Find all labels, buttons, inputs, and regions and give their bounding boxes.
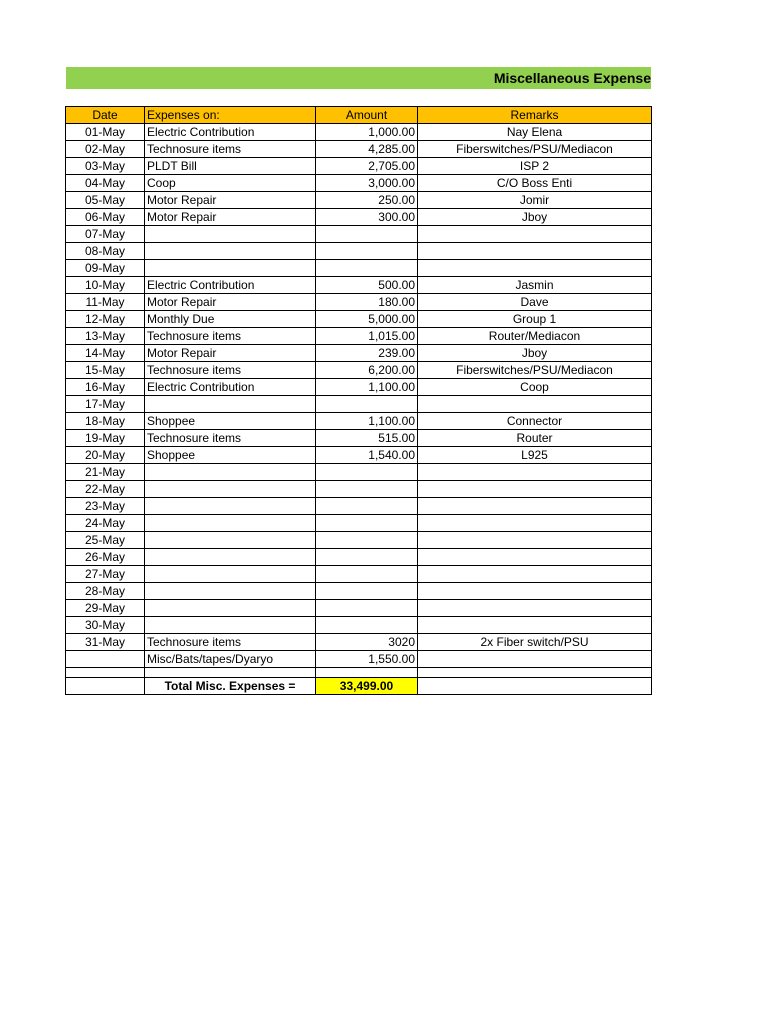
spacer-cell[interactable] <box>145 668 316 678</box>
cell-expense[interactable] <box>145 464 316 481</box>
cell-amount[interactable] <box>316 226 418 243</box>
cell-amount[interactable]: 1,100.00 <box>316 413 418 430</box>
cell-date[interactable]: 29-May <box>66 600 145 617</box>
cell-amount[interactable]: 515.00 <box>316 430 418 447</box>
cell-date[interactable]: 21-May <box>66 464 145 481</box>
cell-amount[interactable] <box>316 515 418 532</box>
cell-amount[interactable]: 1,550.00 <box>316 651 418 668</box>
cell-date[interactable]: 09-May <box>66 260 145 277</box>
cell-expense[interactable]: Shoppee <box>145 447 316 464</box>
cell-remarks[interactable] <box>418 243 652 260</box>
table-row <box>66 396 652 413</box>
header-expenses[interactable]: Expenses on: <box>145 107 316 124</box>
cell-remarks[interactable]: C/O Boss Enti <box>418 175 652 192</box>
cell-date[interactable]: 27-May <box>66 566 145 583</box>
cell-date[interactable]: 01-May <box>66 124 145 141</box>
cell-date[interactable]: 17-May <box>66 396 145 413</box>
cell-remarks[interactable]: Coop <box>418 379 652 396</box>
cell-date[interactable]: 03-May <box>66 158 145 175</box>
cell-remarks[interactable] <box>418 498 652 515</box>
table-row <box>66 226 652 243</box>
cell-remarks[interactable] <box>418 600 652 617</box>
cell-date[interactable]: 23-May <box>66 498 145 515</box>
cell-amount[interactable]: 180.00 <box>316 294 418 311</box>
cell-remarks[interactable]: Jboy <box>418 209 652 226</box>
cell-date[interactable]: 05-May <box>66 192 145 209</box>
cell-expense[interactable]: Technosure items <box>145 430 316 447</box>
table-row <box>66 243 652 260</box>
cell-date[interactable]: 15-May <box>66 362 145 379</box>
cell-amount[interactable]: 250.00 <box>316 192 418 209</box>
cell-remarks[interactable] <box>418 226 652 243</box>
cell-date[interactable]: 16-May <box>66 379 145 396</box>
cell-amount[interactable] <box>316 549 418 566</box>
table-row <box>66 124 652 141</box>
cell-date[interactable]: 31-May <box>66 634 145 651</box>
cell-remarks[interactable] <box>418 481 652 498</box>
cell-expense[interactable] <box>145 515 316 532</box>
spacer-cell[interactable] <box>66 668 145 678</box>
cell-remarks[interactable] <box>418 549 652 566</box>
expense-table <box>65 106 652 695</box>
cell-date[interactable] <box>66 651 145 668</box>
cell-expense[interactable] <box>145 481 316 498</box>
spacer-cell[interactable] <box>316 668 418 678</box>
cell-expense[interactable] <box>145 566 316 583</box>
cell-amount[interactable]: 239.00 <box>316 345 418 362</box>
cell-remarks[interactable]: Group 1 <box>418 311 652 328</box>
cell-expense[interactable]: Technosure items <box>145 634 316 651</box>
cell-expense[interactable]: Electric Contribution <box>145 379 316 396</box>
table-row <box>66 617 652 634</box>
cell-expense[interactable]: Motor Repair <box>145 209 316 226</box>
table-row <box>66 277 652 294</box>
cell-remarks[interactable]: Nay Elena <box>418 124 652 141</box>
cell-date[interactable]: 18-May <box>66 413 145 430</box>
cell-remarks[interactable] <box>418 396 652 413</box>
cell-remarks[interactable]: Jasmin <box>418 277 652 294</box>
cell-expense[interactable]: Shoppee <box>145 413 316 430</box>
cell-amount[interactable] <box>316 464 418 481</box>
cell-amount[interactable] <box>316 566 418 583</box>
cell-date[interactable]: 25-May <box>66 532 145 549</box>
table-row <box>66 498 652 515</box>
expense-table-body <box>66 107 652 695</box>
table-row <box>66 651 652 668</box>
cell-amount[interactable]: 3,000.00 <box>316 175 418 192</box>
cell-expense[interactable]: Motor Repair <box>145 192 316 209</box>
table-row <box>66 532 652 549</box>
cell-amount[interactable] <box>316 498 418 515</box>
cell-amount[interactable] <box>316 600 418 617</box>
cell-amount[interactable] <box>316 617 418 634</box>
cell-date[interactable]: 28-May <box>66 583 145 600</box>
cell-expense[interactable]: PLDT Bill <box>145 158 316 175</box>
table-row <box>66 362 652 379</box>
table-row <box>66 158 652 175</box>
cell-amount[interactable]: 6,200.00 <box>316 362 418 379</box>
cell-date[interactable]: 26-May <box>66 549 145 566</box>
cell-remarks[interactable]: Jomir <box>418 192 652 209</box>
cell-amount[interactable]: 1,015.00 <box>316 328 418 345</box>
total-label[interactable]: Total Misc. Expenses = <box>145 678 316 695</box>
total-empty-cell[interactable] <box>66 678 145 695</box>
table-row <box>66 464 652 481</box>
cell-amount[interactable]: 1,540.00 <box>316 447 418 464</box>
header-date[interactable]: Date <box>66 107 145 124</box>
cell-amount[interactable]: 1,100.00 <box>316 379 418 396</box>
cell-date[interactable]: 24-May <box>66 515 145 532</box>
cell-date[interactable]: 02-May <box>66 141 145 158</box>
title-bar <box>66 67 651 89</box>
cell-remarks[interactable]: Jboy <box>418 345 652 362</box>
cell-amount[interactable]: 3020 <box>316 634 418 651</box>
cell-date[interactable]: 22-May <box>66 481 145 498</box>
table-row <box>66 345 652 362</box>
cell-date[interactable]: 11-May <box>66 294 145 311</box>
total-remarks-cell[interactable] <box>418 678 652 695</box>
cell-expense[interactable]: Technosure items <box>145 328 316 345</box>
table-row <box>66 549 652 566</box>
cell-amount[interactable] <box>316 260 418 277</box>
cell-date[interactable]: 13-May <box>66 328 145 345</box>
spacer-row <box>66 668 652 678</box>
cell-expense[interactable] <box>145 617 316 634</box>
cell-remarks[interactable] <box>418 651 652 668</box>
cell-expense[interactable]: Motor Repair <box>145 294 316 311</box>
cell-expense[interactable]: Electric Contribution <box>145 124 316 141</box>
table-row <box>66 515 652 532</box>
cell-amount[interactable] <box>316 583 418 600</box>
cell-remarks[interactable]: Dave <box>418 294 652 311</box>
cell-remarks[interactable]: Router <box>418 430 652 447</box>
table-row <box>66 447 652 464</box>
table-row <box>66 141 652 158</box>
cell-date[interactable]: 10-May <box>66 277 145 294</box>
table-row <box>66 566 652 583</box>
cell-remarks[interactable]: L925 <box>418 447 652 464</box>
cell-date[interactable]: 20-May <box>66 447 145 464</box>
cell-remarks[interactable] <box>418 566 652 583</box>
cell-expense[interactable]: Electric Contribution <box>145 277 316 294</box>
cell-expense[interactable]: Technosure items <box>145 362 316 379</box>
cell-expense[interactable] <box>145 583 316 600</box>
cell-date[interactable]: 19-May <box>66 430 145 447</box>
table-row <box>66 175 652 192</box>
cell-amount[interactable] <box>316 396 418 413</box>
cell-remarks[interactable] <box>418 260 652 277</box>
total-value[interactable]: 33,499.00 <box>316 678 418 695</box>
cell-remarks[interactable]: Fiberswitches/PSU/Mediacon <box>418 362 652 379</box>
cell-expense[interactable]: Monthly Due <box>145 311 316 328</box>
cell-expense[interactable] <box>145 549 316 566</box>
cell-expense[interactable] <box>145 226 316 243</box>
cell-remarks[interactable]: Fiberswitches/PSU/Mediacon <box>418 141 652 158</box>
table-row <box>66 600 652 617</box>
cell-remarks[interactable] <box>418 583 652 600</box>
cell-amount[interactable] <box>316 532 418 549</box>
cell-remarks[interactable] <box>418 464 652 481</box>
cell-remarks[interactable]: 2x Fiber switch/PSU <box>418 634 652 651</box>
cell-amount[interactable] <box>316 243 418 260</box>
cell-remarks[interactable]: Connector <box>418 413 652 430</box>
table-row <box>66 311 652 328</box>
table-row <box>66 260 652 277</box>
table-row <box>66 328 652 345</box>
cell-date[interactable]: 06-May <box>66 209 145 226</box>
cell-amount[interactable]: 500.00 <box>316 277 418 294</box>
table-row <box>66 209 652 226</box>
cell-date[interactable]: 30-May <box>66 617 145 634</box>
cell-remarks[interactable] <box>418 515 652 532</box>
cell-remarks[interactable] <box>418 532 652 549</box>
cell-remarks[interactable]: ISP 2 <box>418 158 652 175</box>
cell-amount[interactable]: 300.00 <box>316 209 418 226</box>
table-row <box>66 481 652 498</box>
table-row <box>66 192 652 209</box>
cell-amount[interactable]: 5,000.00 <box>316 311 418 328</box>
sheet-title: Miscellaneous Expense <box>493 70 651 86</box>
cell-expense[interactable] <box>145 243 316 260</box>
cell-expense[interactable]: Technosure items <box>145 141 316 158</box>
cell-date[interactable]: 12-May <box>66 311 145 328</box>
cell-remarks[interactable]: Router/Mediacon <box>418 328 652 345</box>
cell-expense[interactable] <box>145 396 316 413</box>
cell-amount[interactable]: 4,285.00 <box>316 141 418 158</box>
cell-remarks[interactable] <box>418 617 652 634</box>
table-row <box>66 583 652 600</box>
cell-expense[interactable] <box>145 532 316 549</box>
cell-expense[interactable]: Coop <box>145 175 316 192</box>
cell-date[interactable]: 08-May <box>66 243 145 260</box>
cell-amount[interactable]: 1,000.00 <box>316 124 418 141</box>
cell-expense[interactable] <box>145 260 316 277</box>
total-row <box>66 678 652 695</box>
table-row <box>66 413 652 430</box>
table-row <box>66 379 652 396</box>
table-row <box>66 634 652 651</box>
cell-expense[interactable]: Misc/Bats/tapes/Dyaryo <box>145 651 316 668</box>
spacer-cell[interactable] <box>418 668 652 678</box>
header-amount[interactable]: Amount <box>316 107 418 124</box>
cell-expense[interactable]: Motor Repair <box>145 345 316 362</box>
header-row <box>66 107 652 124</box>
cell-date[interactable]: 07-May <box>66 226 145 243</box>
table-row <box>66 430 652 447</box>
cell-amount[interactable]: 2,705.00 <box>316 158 418 175</box>
cell-amount[interactable] <box>316 481 418 498</box>
header-remarks[interactable]: Remarks <box>418 107 652 124</box>
cell-date[interactable]: 04-May <box>66 175 145 192</box>
cell-expense[interactable] <box>145 600 316 617</box>
cell-date[interactable]: 14-May <box>66 345 145 362</box>
table-row <box>66 294 652 311</box>
cell-expense[interactable] <box>145 498 316 515</box>
